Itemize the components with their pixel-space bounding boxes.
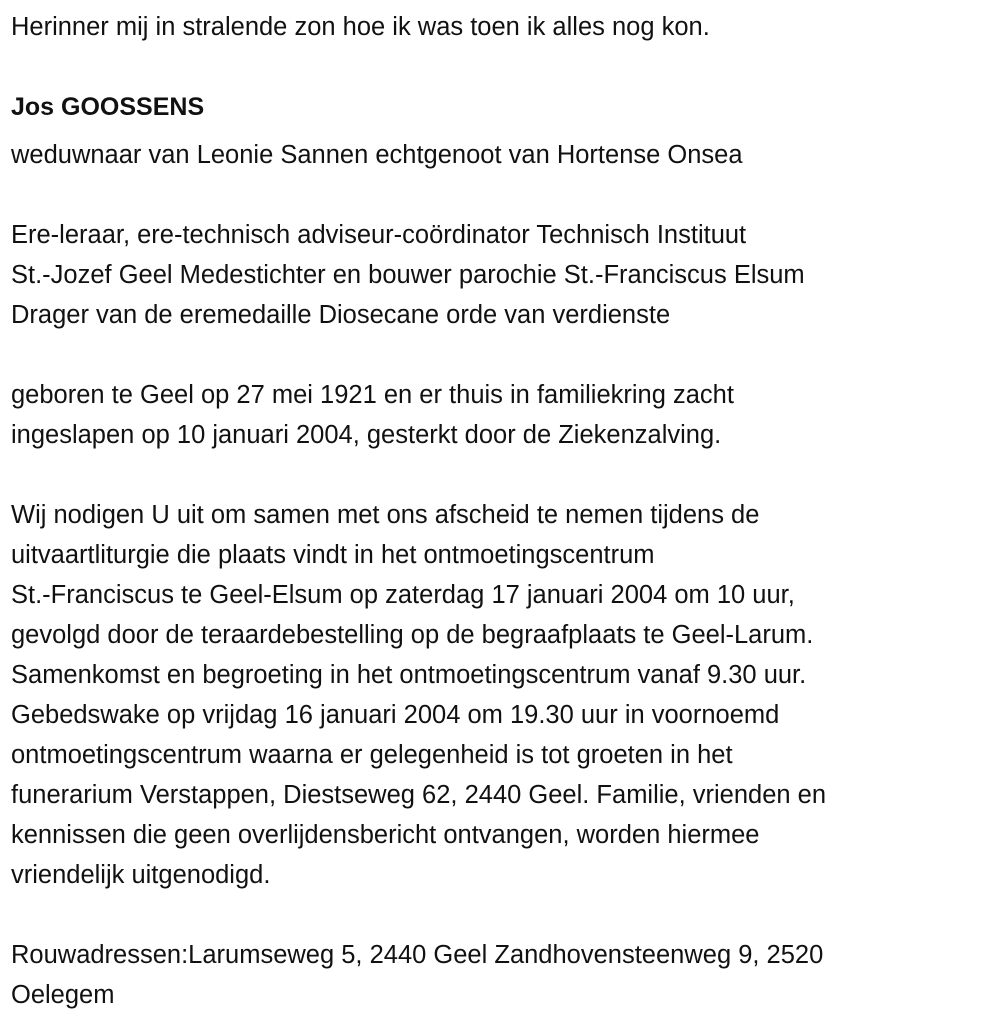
birth-death-line: geboren te Geel op 27 mei 1921 en er thuis in familiekring zacht bbox=[11, 381, 734, 409]
addresses-paragraph bbox=[11, 935, 1000, 1015]
birth-death-paragraph bbox=[11, 375, 1000, 455]
addresses-line: Rouwadressen:Larumseweg 5, 2440 Geel Zandhovensteenweg 9, 2520 bbox=[11, 941, 824, 969]
invitation-line: uitvaartliturgie die plaats vindt in het ontmoetingscentrum bbox=[11, 541, 655, 569]
invitation-line: Gebedswake op vrijdag 16 januari 2004 om 19.30 uur in voornoemd bbox=[11, 701, 780, 729]
invitation-line: gevolgd door de teraardebestelling op de begraafplaats te Geel-Larum. bbox=[11, 621, 814, 649]
invitation-line: Samenkomst en begroeting in het ontmoetingscentrum vanaf 9.30 uur. bbox=[11, 661, 807, 689]
invitation-line: kennissen die geen overlijdensbericht ontvangen, worden hiermee bbox=[11, 821, 760, 849]
invitation-line: funerarium Verstappen, Diestseweg 62, 2440 Geel. Familie, vrienden en bbox=[11, 781, 827, 809]
motto: Herinner mij in stralende zon hoe ik was toen ik alles nog kon. bbox=[11, 13, 710, 41]
titles-line: Ere-leraar, ere-technisch adviseur-coördinator Technisch Instituut bbox=[11, 221, 747, 249]
invitation-line: ontmoetingscentrum waarna er gelegenheid is tot groeten in het bbox=[11, 741, 733, 769]
titles-line: Drager van de eremedaille Diosecane orde van verdienste bbox=[11, 301, 671, 329]
titles-line: St.-Jozef Geel Medestichter en bouwer parochie St.-Franciscus Elsum bbox=[11, 261, 805, 289]
addresses-line: Oelegem bbox=[11, 981, 115, 1009]
birth-death-line: ingeslapen op 10 januari 2004, gesterkt door de Ziekenzalving. bbox=[11, 421, 722, 449]
invitation-paragraph bbox=[11, 495, 1000, 895]
relation: weduwnaar van Leonie Sannen echtgenoot van Hortense Onsea bbox=[11, 141, 743, 169]
invitation-line: Wij nodigen U uit om samen met ons afscheid te nemen tijdens de bbox=[11, 501, 760, 529]
titles-paragraph bbox=[11, 215, 1000, 335]
deceased-name: Jos GOOSSENS bbox=[11, 93, 205, 121]
obituary-document bbox=[11, 7, 1000, 1015]
invitation-line: vriendelijk uitgenodigd. bbox=[11, 861, 271, 889]
invitation-line: St.-Franciscus te Geel-Elsum op zaterdag 17 januari 2004 om 10 uur, bbox=[11, 581, 795, 609]
